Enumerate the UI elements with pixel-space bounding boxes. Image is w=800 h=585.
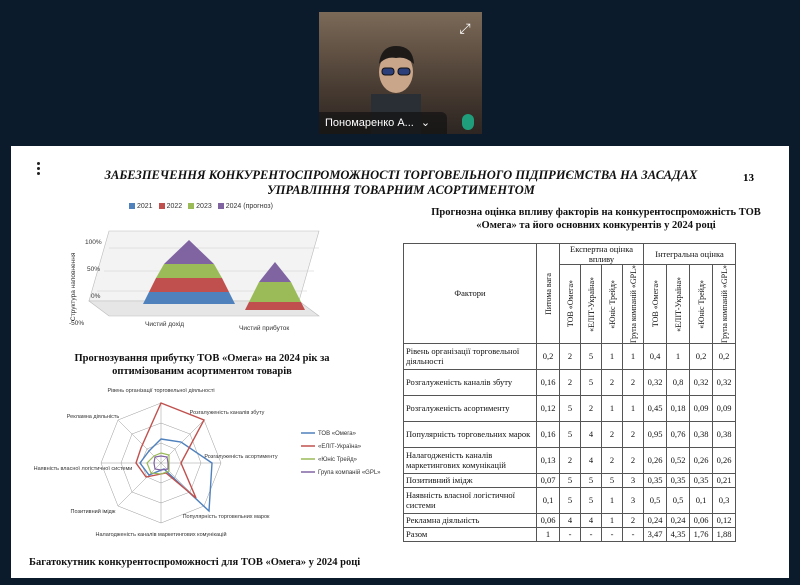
header-integral-company: «Юніс Трейд»: [696, 279, 706, 329]
table-cell: 2: [623, 421, 644, 447]
radar-label-1: Розгалуженість каналів збуту: [189, 410, 265, 416]
table-cell: Розгалуженість асортименту: [404, 395, 537, 421]
table-row: [404, 473, 736, 487]
table-cell: 0,16: [537, 369, 560, 395]
table-cell: -: [581, 527, 602, 541]
header-expert-company: «Юніс Трейд»: [607, 279, 617, 329]
table-cell: 3,47: [644, 527, 667, 541]
table-cell: 5: [560, 395, 581, 421]
table-cell: 0,2: [713, 343, 736, 369]
table-cell: 5: [560, 421, 581, 447]
table-cell: 2: [623, 447, 644, 473]
table-cell: 0,45: [644, 395, 667, 421]
table-cell: 5: [581, 343, 602, 369]
table-cell: 4: [581, 513, 602, 527]
radar-label-7: Рекламна діяльність: [66, 414, 120, 420]
table-cell: Рекламна діяльність: [404, 513, 537, 527]
table-row: [404, 527, 736, 541]
table-cell: Позитивний імідж: [404, 473, 537, 487]
chevron-down-icon[interactable]: ⌄: [420, 117, 431, 129]
table-cell: 0,21: [713, 473, 736, 487]
table-cell: 2: [623, 513, 644, 527]
table-cell: 0,35: [667, 473, 690, 487]
table-cell: 1: [623, 395, 644, 421]
category-net-profit: Чистий прибуток: [239, 325, 290, 332]
table-cell: 3: [623, 473, 644, 487]
table-cell: 4,35: [667, 527, 690, 541]
table-cell: -: [602, 527, 623, 541]
table-cell: 0,12: [537, 395, 560, 421]
table-cell: 0,32: [713, 369, 736, 395]
table-row: [404, 369, 736, 395]
table-cell: 1: [537, 527, 560, 541]
table-cell: 1: [602, 343, 623, 369]
radar-label-2: Розгалуженість асортименту: [204, 454, 278, 460]
microphone-icon: [462, 114, 474, 130]
expand-icon[interactable]: ⤢: [459, 21, 471, 37]
table-cell: 0,16: [537, 421, 560, 447]
header-expert-company: Група компаній «GPL»: [628, 265, 638, 343]
table-cell: 0,5: [667, 487, 690, 513]
table-cell: 0,12: [713, 513, 736, 527]
factors-table: [403, 243, 736, 542]
participant-name-bar[interactable]: [319, 112, 447, 134]
table-cell: 5: [560, 473, 581, 487]
table-row: [404, 395, 736, 421]
table-cell: Популярність торговельних марок: [404, 421, 537, 447]
radar-heading: Прогнозування прибутку ТОВ «Омега» на 2024 рік за оптимізованим асортиментом товарів: [74, 353, 330, 377]
table-cell: -: [623, 527, 644, 541]
header-expert-company: ТОВ «Омега»: [565, 280, 575, 328]
table-cell: 2: [623, 369, 644, 395]
table-row: [404, 343, 736, 369]
table-cell: 0,2: [690, 343, 713, 369]
table-cell: 0,1: [537, 487, 560, 513]
table-cell: 0,3: [713, 487, 736, 513]
radar-caption: Багатокутник конкурентоспроможності для ТОВ «Омега» у 2024 році: [29, 557, 361, 568]
y-axis-label: Структура наповнення: [70, 252, 77, 321]
table-row: [404, 447, 736, 473]
radar-label-4: Налагодженість каналів маркетингових комунікацій: [95, 532, 227, 538]
table-cell: Рівень організації торговельної діяльності: [404, 343, 537, 369]
table-cell: 0,26: [644, 447, 667, 473]
table-cell: 0,35: [644, 473, 667, 487]
table-cell: 1: [602, 487, 623, 513]
page-number: 13: [743, 172, 754, 184]
table-cell: 0,07: [537, 473, 560, 487]
table-row: [404, 513, 736, 527]
header-expert-company: «ЕЛІТ-Україна»: [586, 276, 596, 332]
category-net-income: Чистий дохід: [145, 321, 185, 328]
slide-title: ЗАБЕЗПЕЧЕННЯ КОНКУРЕНТОСПРОМОЖНОСТІ ТОРГОВЕЛЬНОГО ПІДПРИЄМСТВА НА ЗАСАДАХ УПРАВЛІННЯ ТОВАРНИМ АСОРТИМЕНТОМ: [104, 168, 698, 197]
table-cell: 0,26: [713, 447, 736, 473]
table-cell: 0,13: [537, 447, 560, 473]
y-tick-0: 0%: [91, 293, 101, 300]
y-tick-100: 100%: [85, 239, 102, 246]
legend-item-2023: 2023: [188, 203, 212, 210]
table-cell: Розгалуженість каналів збуту: [404, 369, 537, 395]
table-cell: 0,32: [644, 369, 667, 395]
table-cell: 1,88: [713, 527, 736, 541]
table-cell: 0,32: [690, 369, 713, 395]
table-cell: 5: [560, 487, 581, 513]
table-cell: 0,09: [713, 395, 736, 421]
radar-label-6: Наявність власної логістичної системи: [33, 466, 133, 472]
table-cell: Разом: [404, 527, 537, 541]
radar-label-0: Рівень організації торговельної діяльності: [107, 388, 215, 394]
legend-item-2021: 2021: [129, 203, 153, 210]
table-cell: 5: [581, 369, 602, 395]
table-cell: 1: [623, 343, 644, 369]
header-integral-company: «ЕЛІТ-Україна»: [673, 276, 683, 332]
table-cell: 0,18: [667, 395, 690, 421]
table-cell: -: [560, 527, 581, 541]
table-cell: 5: [581, 473, 602, 487]
pyramid-legend: [129, 203, 273, 210]
table-cell: 1: [602, 395, 623, 421]
table-cell: 0,38: [713, 421, 736, 447]
table-cell: 2: [602, 447, 623, 473]
pyramid-chart: [69, 226, 329, 336]
table-cell: 3: [623, 487, 644, 513]
table-cell: 4: [560, 513, 581, 527]
table-cell: 0,35: [690, 473, 713, 487]
table-cell: 0,76: [667, 421, 690, 447]
table-title: Прогнозна оцінка впливу факторів на конкурентоспроможність ТОВ «Омега» та його основних конкурентів у 2024 році: [431, 207, 761, 231]
radar-label-3: Популярність торговельних марок: [182, 514, 270, 520]
header-factors: Фактори: [404, 244, 537, 344]
presentation-slide: [11, 146, 789, 578]
table-cell: 4: [581, 447, 602, 473]
table-cell: 0,06: [690, 513, 713, 527]
table-cell: 4: [581, 421, 602, 447]
table-cell: 2: [560, 343, 581, 369]
table-cell: 5: [602, 473, 623, 487]
radar-legend-gpl: Група компаній «GPL»: [318, 470, 381, 476]
header-weight: Питома вага: [543, 272, 553, 315]
participant-name: Пономаренко А...: [325, 117, 414, 129]
radar-legend-unis: «Юніс Трейд»: [318, 457, 357, 463]
table-cell: 2: [602, 369, 623, 395]
table-row: [404, 487, 736, 513]
radar-legend-elit: «ЕЛІТ-Україна»: [318, 444, 362, 450]
table-cell: 0,06: [537, 513, 560, 527]
table-cell: 2: [602, 421, 623, 447]
table-cell: 0,8: [667, 369, 690, 395]
radar-chart: [33, 378, 381, 556]
table-cell: 0,26: [690, 447, 713, 473]
radar-label-5: Позитивний імідж: [70, 509, 116, 515]
radar-legend-omega: ТОВ «Омега»: [318, 431, 356, 437]
header-integral: Інтегральна оцінка: [644, 244, 736, 265]
header-expert: Експертна оцінка впливу: [560, 244, 644, 265]
table-cell: 0,38: [690, 421, 713, 447]
legend-item-2022: 2022: [159, 203, 183, 210]
table-cell: 0,2: [537, 343, 560, 369]
table-cell: 2: [560, 369, 581, 395]
more-options-icon[interactable]: [37, 160, 43, 177]
legend-item-2024: 2024 (прогноз): [218, 203, 273, 210]
table-cell: 1: [602, 513, 623, 527]
header-integral-company: ТОВ «Омега»: [650, 280, 660, 328]
table-cell: 0,1: [690, 487, 713, 513]
video-tile[interactable]: [319, 12, 482, 134]
table-cell: 1,76: [690, 527, 713, 541]
table-cell: 0,4: [644, 343, 667, 369]
table-cell: 0,24: [667, 513, 690, 527]
table-cell: 5: [581, 487, 602, 513]
table-cell: 0,5: [644, 487, 667, 513]
table-cell: Налагодженість каналів маркетингових комунікацій: [404, 447, 537, 473]
header-integral-company: Група компаній «GPL»: [719, 265, 729, 343]
y-tick-neg50: -50%: [69, 320, 85, 327]
table-cell: 0,09: [690, 395, 713, 421]
table-row: [404, 421, 736, 447]
table-cell: Наявність власної логістичної системи: [404, 487, 537, 513]
table-cell: 1: [667, 343, 690, 369]
table-cell: 0,95: [644, 421, 667, 447]
table-cell: 0,52: [667, 447, 690, 473]
table-cell: 2: [581, 395, 602, 421]
table-cell: 0,24: [644, 513, 667, 527]
table-cell: 2: [560, 447, 581, 473]
y-tick-50: 50%: [87, 266, 101, 273]
